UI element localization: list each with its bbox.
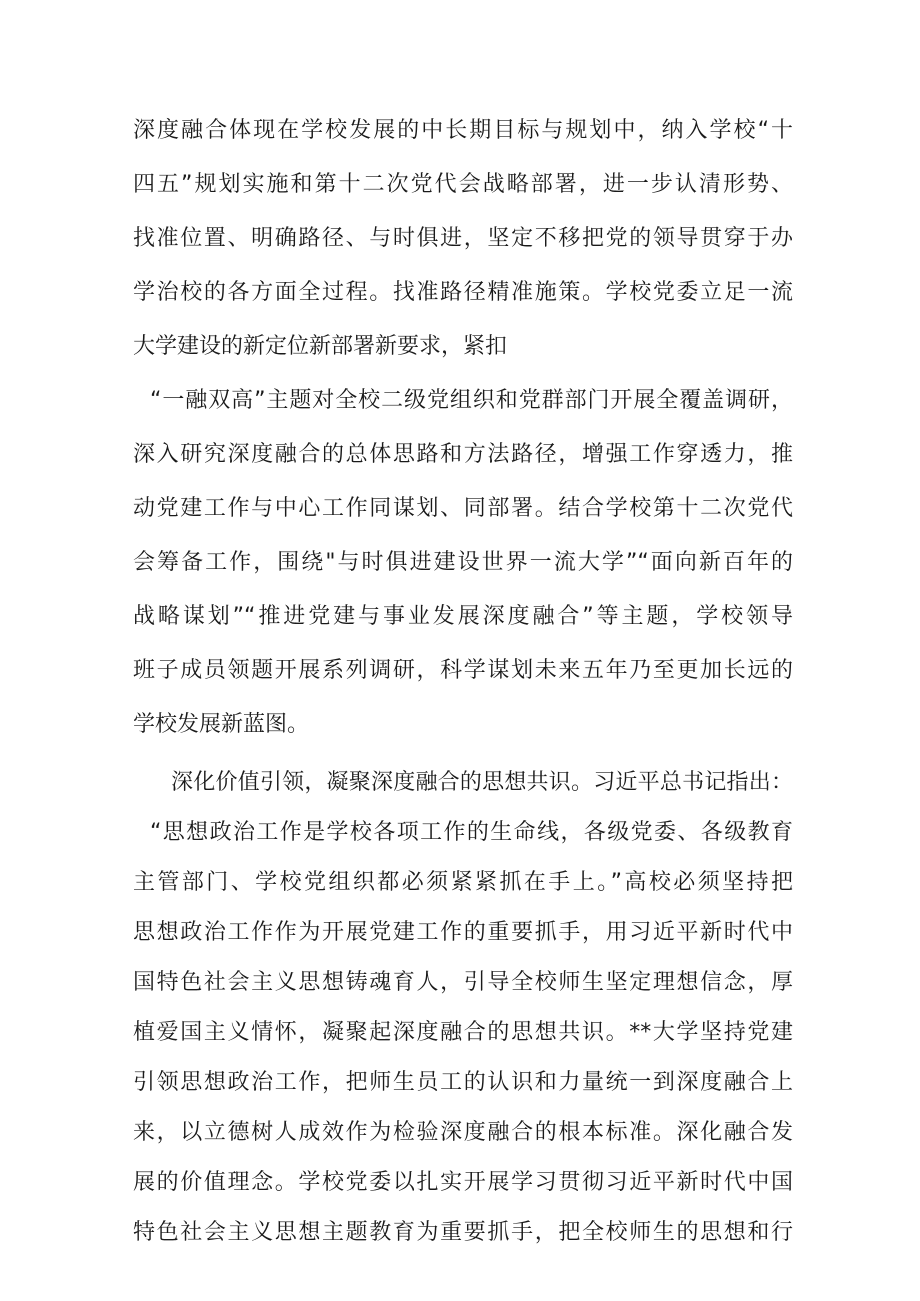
text-line-18: 植爱国主义情怀，凝聚起深度融合的思想共识。**大学坚持党建 (133, 1020, 793, 1045)
text-line-14: “思想政治工作是学校各项工作的生命线，各级党委、各级教育 (150, 820, 793, 845)
paragraph-2-first-line: 深化价值引领，凝聚深度融合的思想共识。习近平总书记指出： (171, 770, 793, 795)
text-line-7: 深入研究深度融合的总体思路和方法路径，增强工作穿透力，推 (133, 442, 793, 467)
text-line-1: 深度融合体现在学校发展的中长期目标与规划中，纳入学校“十 (133, 118, 793, 143)
text-line-11: 班子成员领题开展系列调研，科学谋划未来五年乃至更加长远的 (133, 658, 793, 683)
text-line-21: 展的价值理念。学校党委以扎实开展学习贯彻习近平新时代中国 (133, 1170, 793, 1195)
text-line-10: 战略谋划”“推进党建与事业发展深度融合”等主题，学校领导 (133, 604, 793, 629)
text-line-16: 思想政治工作作为开展党建工作的重要抓手，用习近平新时代中 (133, 920, 793, 945)
text-line-8: 动党建工作与中心工作同谋划、同部署。结合学校第十二次党代 (133, 496, 793, 521)
text-line-20: 来，以立德树人成效作为检验深度融合的根本标准。深化融合发 (133, 1120, 793, 1145)
text-line-22: 特色社会主义思想主题教育为重要抓手，把全校师生的思想和行 (133, 1220, 793, 1245)
text-line-15: 主管部门、学校党组织都必须紧紧抓在手上。”高校必须坚持把 (133, 870, 793, 895)
text-line-3: 找准位置、明确路径、与时俱进，坚定不移把党的领导贯穿于办 (133, 226, 793, 251)
text-line-6: “一融双高”主题对全校二级党组织和党群部门开展全覆盖调研， (150, 388, 793, 413)
text-line-12: 学校发展新蓝图。 (133, 712, 310, 737)
text-line-19: 引领思想政治工作，把师生员工的认识和力量统一到深度融合上 (133, 1070, 793, 1095)
text-line-9: 会筹备工作，围绕"与时俱进建设世界一流大学”“面向新百年的 (133, 550, 793, 575)
text-line-17: 国特色社会主义思想铸魂育人，引导全校师生坚定理想信念，厚 (133, 970, 793, 995)
text-line-4: 学治校的各方面全过程。找准路径精准施策。学校党委立足一流 (133, 280, 793, 305)
text-line-2: 四五”规划实施和第十二次党代会战略部署，进一步认清形势、 (133, 172, 793, 197)
text-line-5: 大学建设的新定位新部署新要求，紧扣 (133, 334, 508, 359)
